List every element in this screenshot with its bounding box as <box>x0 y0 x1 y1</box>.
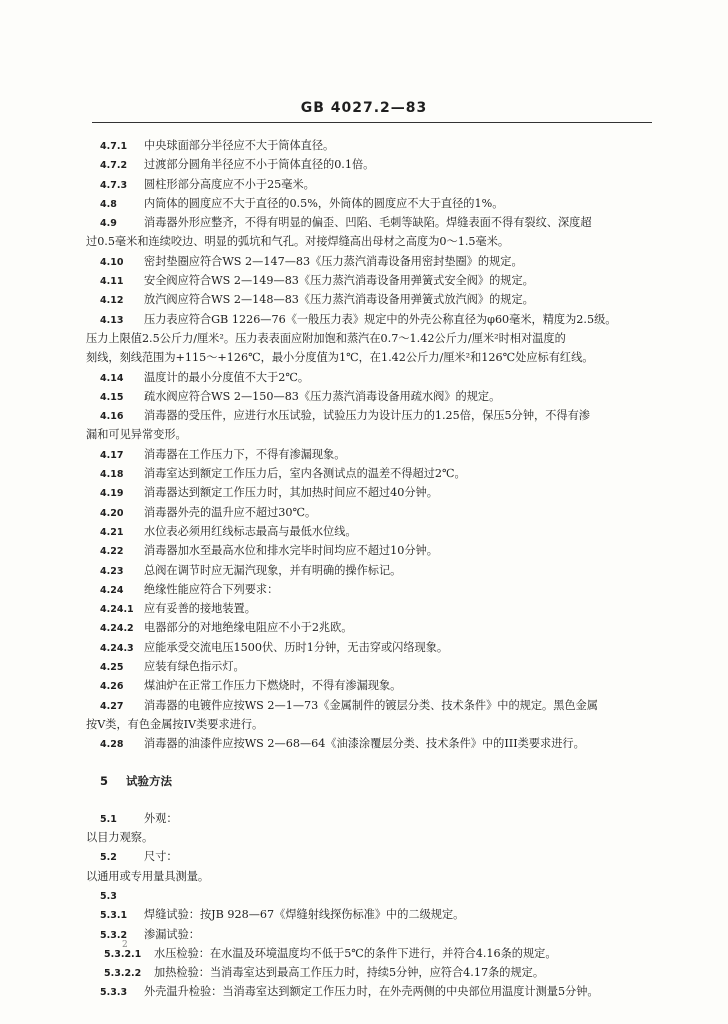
clause-line <box>86 194 666 213</box>
clause-text: 渗漏试验： <box>144 927 200 941</box>
clause-text: 消毒器外壳的温升应不超过30℃。 <box>144 505 317 519</box>
clause-line <box>86 580 666 599</box>
clause-number: 4.9 <box>100 218 117 230</box>
clause-number: 4.17 <box>100 449 124 461</box>
clause-text: 内筒体的圆度应不大于直径的0.5%，外筒体的圆度应不大于直径的1%。 <box>144 196 504 210</box>
clause-number: 5.3 <box>100 890 117 902</box>
clause-line <box>86 828 666 847</box>
clause-number: 5.2 <box>100 852 117 864</box>
clause-text: 绝缘性能应符合下列要求： <box>144 582 279 596</box>
clause-number: 4.21 <box>100 526 124 538</box>
clause-number: 4.10 <box>100 256 124 268</box>
clause-text: 圆柱形部分高度应不小于25毫米。 <box>144 177 315 191</box>
clause-text: 应装有绿色指示灯。 <box>144 660 245 674</box>
clause-text: 刻线，刻线范围为+115～+126℃，最小分度值为1℃，在1.42公斤力/厘米²和126℃处应标有红线。 <box>86 351 594 365</box>
clause-line <box>86 847 666 866</box>
section-5-heading <box>86 772 666 791</box>
clause-line <box>86 406 666 425</box>
clause-text: 过渡部分圆角半径应不小于筒体直径的0.1倍。 <box>144 158 375 172</box>
clause-text: 按V类，有色金属按IV类要求进行。 <box>86 717 264 731</box>
clause-number: 4.7.2 <box>100 160 128 172</box>
clause-line <box>86 271 666 290</box>
clause-line <box>86 503 666 522</box>
clause-line <box>86 483 666 502</box>
clause-line <box>86 348 666 367</box>
clause-line <box>86 290 666 309</box>
clause-text: 焊缝试验：按JB 928—67《焊缝射线探伤标准》中的二级规定。 <box>144 908 465 922</box>
footer-mark: 2 <box>122 940 128 950</box>
clause-text: 消毒器的电镀件应按WS 2—1—73《金属制件的镀层分类、技术条件》中的规定。黑色金属 <box>144 698 598 712</box>
clause-line <box>86 175 666 194</box>
clause-line <box>86 310 666 329</box>
clause-text: 消毒器达到额定工作压力时，其加热时间应不超过40分钟。 <box>144 486 438 500</box>
clause-line <box>86 715 666 734</box>
clause-number: 4.11 <box>100 276 124 288</box>
clause-line <box>86 213 666 232</box>
clause-number: 4.7.3 <box>100 179 128 191</box>
section-title: 试验方法 <box>126 773 172 788</box>
section-number: 5 <box>100 773 109 788</box>
clause-line <box>86 867 666 886</box>
clause-text: 消毒器加水至最高水位和排水完毕时间均应不超过10分钟。 <box>144 544 438 558</box>
clause-text: 应有妥善的接地装置。 <box>144 602 256 616</box>
clause-number: 4.24 <box>100 584 124 596</box>
clause-line <box>86 963 666 982</box>
clause-text: 以目力观察。 <box>86 831 154 845</box>
clause-text: 压力上限值2.5公斤力/厘米²。压力表表面应附加饱和蒸汽在0.7～1.42公斤力/厘米²时相对温度的 <box>86 331 566 345</box>
clause-text: 消毒器的受压件，应进行水压试验，试验压力为设计压力的1.25倍，保压5分钟，不得有渗 <box>144 409 590 423</box>
clause-number: 4.16 <box>100 411 124 423</box>
clause-number: 4.18 <box>100 469 124 481</box>
clause-line <box>86 599 666 618</box>
header-rule <box>92 122 652 123</box>
clause-text: 加热检验：当消毒室达到最高工作压力时，持续5分钟，应符合4.17条的规定。 <box>154 966 545 980</box>
clause-line <box>86 905 666 924</box>
clause-text: 尺寸： <box>144 850 178 864</box>
clause-number: 4.15 <box>100 391 124 403</box>
clause-line <box>86 368 666 387</box>
clause-line <box>86 734 666 753</box>
clause-line <box>86 387 666 406</box>
clause-number: 5.1 <box>100 813 117 825</box>
clause-line <box>86 155 666 174</box>
clause-number: 5.3.2.2 <box>104 968 142 980</box>
clause-number: 4.12 <box>100 295 124 307</box>
clause-line <box>86 944 666 963</box>
clause-text: 温度计的最小分度值不大于2℃。 <box>144 370 310 384</box>
clause-line <box>86 809 666 828</box>
clause-number: 4.20 <box>100 507 124 519</box>
clause-line <box>86 541 666 560</box>
clause-number: 4.27 <box>100 700 124 712</box>
clause-number: 5.3.1 <box>100 910 128 922</box>
clause-text: 外观： <box>144 811 178 825</box>
clause-number: 4.23 <box>100 565 124 577</box>
clause-text: 应能承受交流电压1500伏、历时1分钟，无击穿或闪络现象。 <box>144 640 449 654</box>
clause-text: 外壳温升检验：当消毒室达到额定工作压力时，在外壳两侧的中央部位用温度计测量5分钟。 <box>144 985 599 999</box>
clause-text: 中央球面部分半径应不大于筒体直径。 <box>144 139 335 152</box>
clause-text: 总阀在调节时应无漏汽现象，并有明确的操作标记。 <box>144 563 402 577</box>
clause-line <box>86 464 666 483</box>
clause-text: 放汽阀应符合WS 2—148—83《压力蒸汽消毒设备用弹簧式放汽阀》的规定。 <box>144 293 534 307</box>
clause-text: 安全阀应符合WS 2—149—83《压力蒸汽消毒设备用弹簧式安全阀》的规定。 <box>144 274 534 288</box>
clause-number: 4.26 <box>100 681 124 693</box>
clauses-section-4 <box>86 136 666 754</box>
clause-line <box>86 618 666 637</box>
clause-text: 电器部分的对地绝缘电阻应不小于2兆欧。 <box>144 621 353 635</box>
section-gap <box>86 754 666 772</box>
document-body <box>86 136 666 1002</box>
clause-text: 疏水阀应符合WS 2—150—83《压力蒸汽消毒设备用疏水阀》的规定。 <box>144 389 501 403</box>
clause-line <box>86 982 666 1001</box>
clause-number: 4.7.1 <box>100 141 128 152</box>
clause-line <box>86 445 666 464</box>
clause-line <box>86 522 666 541</box>
clauses-section-5 <box>86 809 666 1002</box>
section-spacer <box>86 791 666 809</box>
clause-text: 以通用或专用量具测量。 <box>86 869 210 883</box>
clause-line <box>86 232 666 251</box>
clause-line <box>86 638 666 657</box>
clause-text: 消毒器的油漆件应按WS 2—68—64《油漆涂覆层分类、技术条件》中的III类要求进行。 <box>144 737 585 751</box>
clause-text: 煤油炉在正常工作压力下燃烧时，不得有渗漏现象。 <box>144 679 402 693</box>
clause-line <box>86 696 666 715</box>
clause-number: 4.24.2 <box>100 623 134 635</box>
clause-number: 4.22 <box>100 546 124 558</box>
clause-line <box>86 136 666 155</box>
clause-number: 5.3.2.1 <box>104 948 142 960</box>
clause-number: 4.14 <box>100 372 124 384</box>
clause-text: 消毒器在工作压力下，不得有渗漏现象。 <box>144 447 346 461</box>
clause-line <box>86 886 666 905</box>
clause-text: 密封垫圈应符合WS 2—147—83《压力蒸汽消毒设备用密封垫圈》的规定。 <box>144 254 523 268</box>
clause-number: 4.28 <box>100 739 124 751</box>
clause-number: 4.13 <box>100 314 124 326</box>
clause-line <box>86 676 666 695</box>
clause-line <box>86 252 666 271</box>
clause-text: 消毒器外形应整齐，不得有明显的偏歪、凹陷、毛刺等缺陷。焊缝表面不得有裂纹、深度超 <box>144 216 592 230</box>
standard-code-header: GB 4027.2—83 <box>300 100 428 116</box>
clause-text: 过0.5毫米和连续咬边、明显的弧坑和气孔。对接焊缝高出母材之高度为0～1.5毫米。 <box>86 235 510 249</box>
clause-number: 5.3.2 <box>100 929 128 941</box>
clause-text: 消毒室达到额定工作压力后，室内各测试点的温差不得超过2℃。 <box>144 467 466 481</box>
clause-number: 4.24.3 <box>100 642 134 654</box>
clause-line <box>86 329 666 348</box>
clause-number: 5.3.3 <box>100 987 128 999</box>
clause-number: 4.8 <box>100 198 117 210</box>
clause-line <box>86 657 666 676</box>
clause-text: 水位表必须用红线标志最高与最低水位线。 <box>144 524 357 538</box>
clause-text: 漏和可见异常变形。 <box>86 428 187 442</box>
clause-line <box>86 561 666 580</box>
clause-number: 4.25 <box>100 662 124 674</box>
clause-number: 4.19 <box>100 488 124 500</box>
clause-text: 压力表应符合GB 1226—76《一般压力表》规定中的外壳公称直径为φ60毫米，精度为2.5级。 <box>144 312 617 326</box>
clause-text: 水压检验：在水温及环境温度均不低于5℃的条件下进行，并符合4.16条的规定。 <box>154 946 557 960</box>
clause-line <box>86 425 666 444</box>
clause-line <box>86 925 666 944</box>
clause-number: 4.24.1 <box>100 604 134 616</box>
